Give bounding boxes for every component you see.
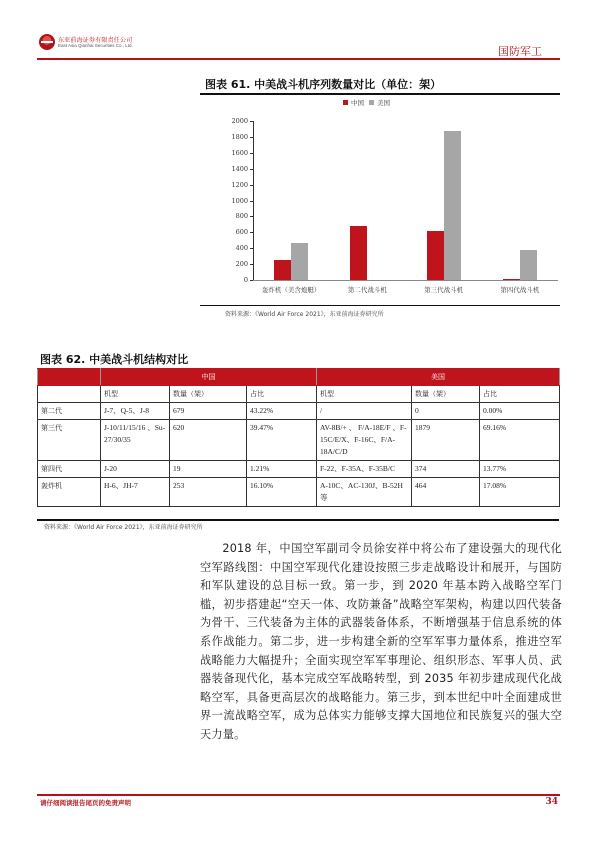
fighter-structure-table [37, 368, 560, 507]
us-qty-cell: 1879 [412, 420, 480, 461]
cn-qty-cell: 620 [170, 420, 247, 461]
sub-header-us-qty: 数量（架） [412, 386, 480, 403]
y-tick-mark [250, 248, 253, 249]
bar-china [350, 226, 367, 280]
legend-label-china: 中国 [351, 99, 364, 107]
us-qty-cell: 464 [412, 478, 480, 507]
sub-header-cn-qty: 数量（架） [170, 386, 247, 403]
bar-us [291, 243, 308, 280]
bar-chart [231, 117, 558, 294]
cn-model-cell: J-10/11/15/16 、Su-27/30/35 [101, 420, 170, 461]
us-pct-cell: 69.16% [480, 420, 560, 461]
footer-divider [37, 794, 560, 796]
row-generation: 第四代 [38, 461, 101, 478]
cn-model-cell: J-7、Q-5、J-8 [101, 403, 170, 420]
figure-61-source: 资料来源：《World Air Force 2021》，东亚前海证券研究所 [225, 311, 384, 318]
bar-china [274, 260, 291, 280]
cn-qty-cell: 19 [170, 461, 247, 478]
group-header-us: 美国 [317, 369, 560, 386]
figure-62-source: 资料来源：《World Air Force 2021》，东亚前海证券研究所 [44, 524, 203, 531]
us-pct-cell: 13.77% [480, 461, 560, 478]
row-generation: 第三代 [38, 420, 101, 461]
figure-62-title: 图表 62. 中美战斗机结构对比 [40, 353, 189, 366]
y-tick-label: 2000 [231, 117, 248, 125]
us-model-cell: A-10C、AC-130J、B-52H等 [317, 478, 412, 507]
y-tick-label: 1000 [231, 196, 248, 205]
row-generation: 第二代 [38, 403, 101, 420]
us-qty-cell: 374 [412, 461, 480, 478]
cn-qty-cell: 679 [170, 403, 247, 420]
figure-61-title: 图表 61. 中美战斗机序列数量对比（单位：架） [205, 78, 442, 91]
y-tick-mark [250, 264, 253, 265]
cn-pct-cell: 1.21% [247, 461, 317, 478]
x-category-label: 第二代战斗机 [347, 286, 387, 294]
x-category-label: 第三代战斗机 [424, 286, 464, 294]
table-bottom-rule [37, 519, 559, 521]
sub-header-cn-pct: 占比 [247, 386, 317, 403]
us-model-cell: / [317, 403, 412, 420]
bar-us [444, 131, 461, 280]
sub-header-us-pct: 占比 [480, 386, 560, 403]
x-category-label: 第四代战斗机 [500, 286, 540, 294]
cn-model-cell: J-20 [101, 461, 170, 478]
y-tick-label: 1600 [231, 148, 248, 157]
legend-label-us: 美国 [377, 99, 390, 107]
y-tick-mark [250, 185, 253, 186]
bar-china [503, 279, 520, 281]
company-logo-icon [39, 34, 55, 50]
company-name-cn: 东亚前海证券有限责任公司 [58, 37, 133, 44]
us-model-cell: AV-8B/+ 、 F/A-18E/F 、F-15C/E/X、F-16C、F/A-18A/C/D [317, 420, 412, 461]
us-model-cell: F-22、F-35A、F-35B/C [317, 461, 412, 478]
y-axis [253, 121, 254, 281]
bar-china [427, 231, 444, 280]
header-divider [37, 58, 560, 60]
sub-header-cn-model: 机型 [101, 386, 170, 403]
table-corner-cell [38, 369, 101, 386]
y-tick-label: 1400 [231, 164, 248, 173]
legend-swatch-us [369, 100, 374, 105]
y-tick-label: 800 [235, 212, 248, 221]
y-tick-mark [250, 137, 253, 138]
cn-pct-cell: 16.10% [247, 478, 317, 507]
y-tick-mark [250, 169, 253, 170]
y-tick-label: 200 [235, 260, 248, 269]
y-tick-label: 600 [235, 228, 248, 237]
y-tick-label: 400 [235, 244, 248, 253]
figure-61-title-rule [200, 93, 560, 95]
legend-swatch-china [343, 100, 348, 105]
us-pct-cell: 0.00% [480, 403, 560, 420]
table-empty-cell [38, 386, 101, 403]
x-axis [253, 280, 558, 281]
table-row [38, 403, 560, 420]
cn-qty-cell: 253 [170, 478, 247, 507]
chart-legend [343, 98, 390, 107]
y-tick-mark [250, 280, 253, 281]
table-row [38, 478, 560, 507]
y-tick-label: 1800 [231, 132, 248, 141]
table-sub-header-row [38, 386, 560, 403]
row-generation: 轰炸机 [38, 478, 101, 507]
y-tick-mark [250, 232, 253, 233]
y-tick-mark [250, 201, 253, 202]
y-tick-mark [250, 216, 253, 217]
figure-61-source-rule [200, 305, 560, 306]
us-qty-cell: 0 [412, 403, 480, 420]
cn-model-cell: H-6、JH-7 [101, 478, 170, 507]
y-tick-mark [250, 153, 253, 154]
group-header-china: 中国 [101, 369, 317, 386]
sub-header-us-model: 机型 [317, 386, 412, 403]
y-tick-mark [250, 121, 253, 122]
sector-label: 国防军工 [498, 45, 542, 58]
x-category-label: 轰炸机（美含炮艇） [261, 286, 321, 294]
bar-us [520, 250, 537, 280]
table-group-header-row [38, 369, 560, 386]
table-row [38, 420, 560, 461]
table-row [38, 461, 560, 478]
disclaimer-note: 请仔细阅读报告尾页的免责声明 [40, 799, 131, 807]
body-paragraph: 2018 年，中国空军副司令员徐安祥中将公布了建设强大的现代化空军路线图：中国空军现代化建设按照三步走战略设计和展开，与国防和军队建设的总目标一致。第一步，到 2020 年基本跨入战略空军门槛，初步搭建起“空天一体、攻防兼备”战略空军架构，构建以四代装备为骨干、三代装备为主体的武器装备体系，不断增强基于信息系统的体系作战能力。第二步，进一步构建全新的空军军事力量体系，推进空军战略能力大幅提升；全面实现空军军事理论、组织形态、军事人员、武器装备现代化，基本完成空军战略转型，到 2035 年初步建成现代化战略空军，具备更高层次的战略能力。第三步，到本世纪中叶全面建成世界一流战略空军，成为总体实力能够支撑大国地位和民族复兴的强大空天力量。 [200, 542, 562, 741]
page-number: 34 [545, 797, 558, 807]
company-name-en: East Asia Qianhai Securities Co., Ltd. [58, 43, 133, 48]
y-tick-label: 1200 [231, 180, 248, 189]
y-tick-label: 0 [243, 276, 248, 284]
us-pct-cell: 17.08% [480, 478, 560, 507]
cn-pct-cell: 43.22% [247, 403, 317, 420]
cn-pct-cell: 39.47% [247, 420, 317, 461]
